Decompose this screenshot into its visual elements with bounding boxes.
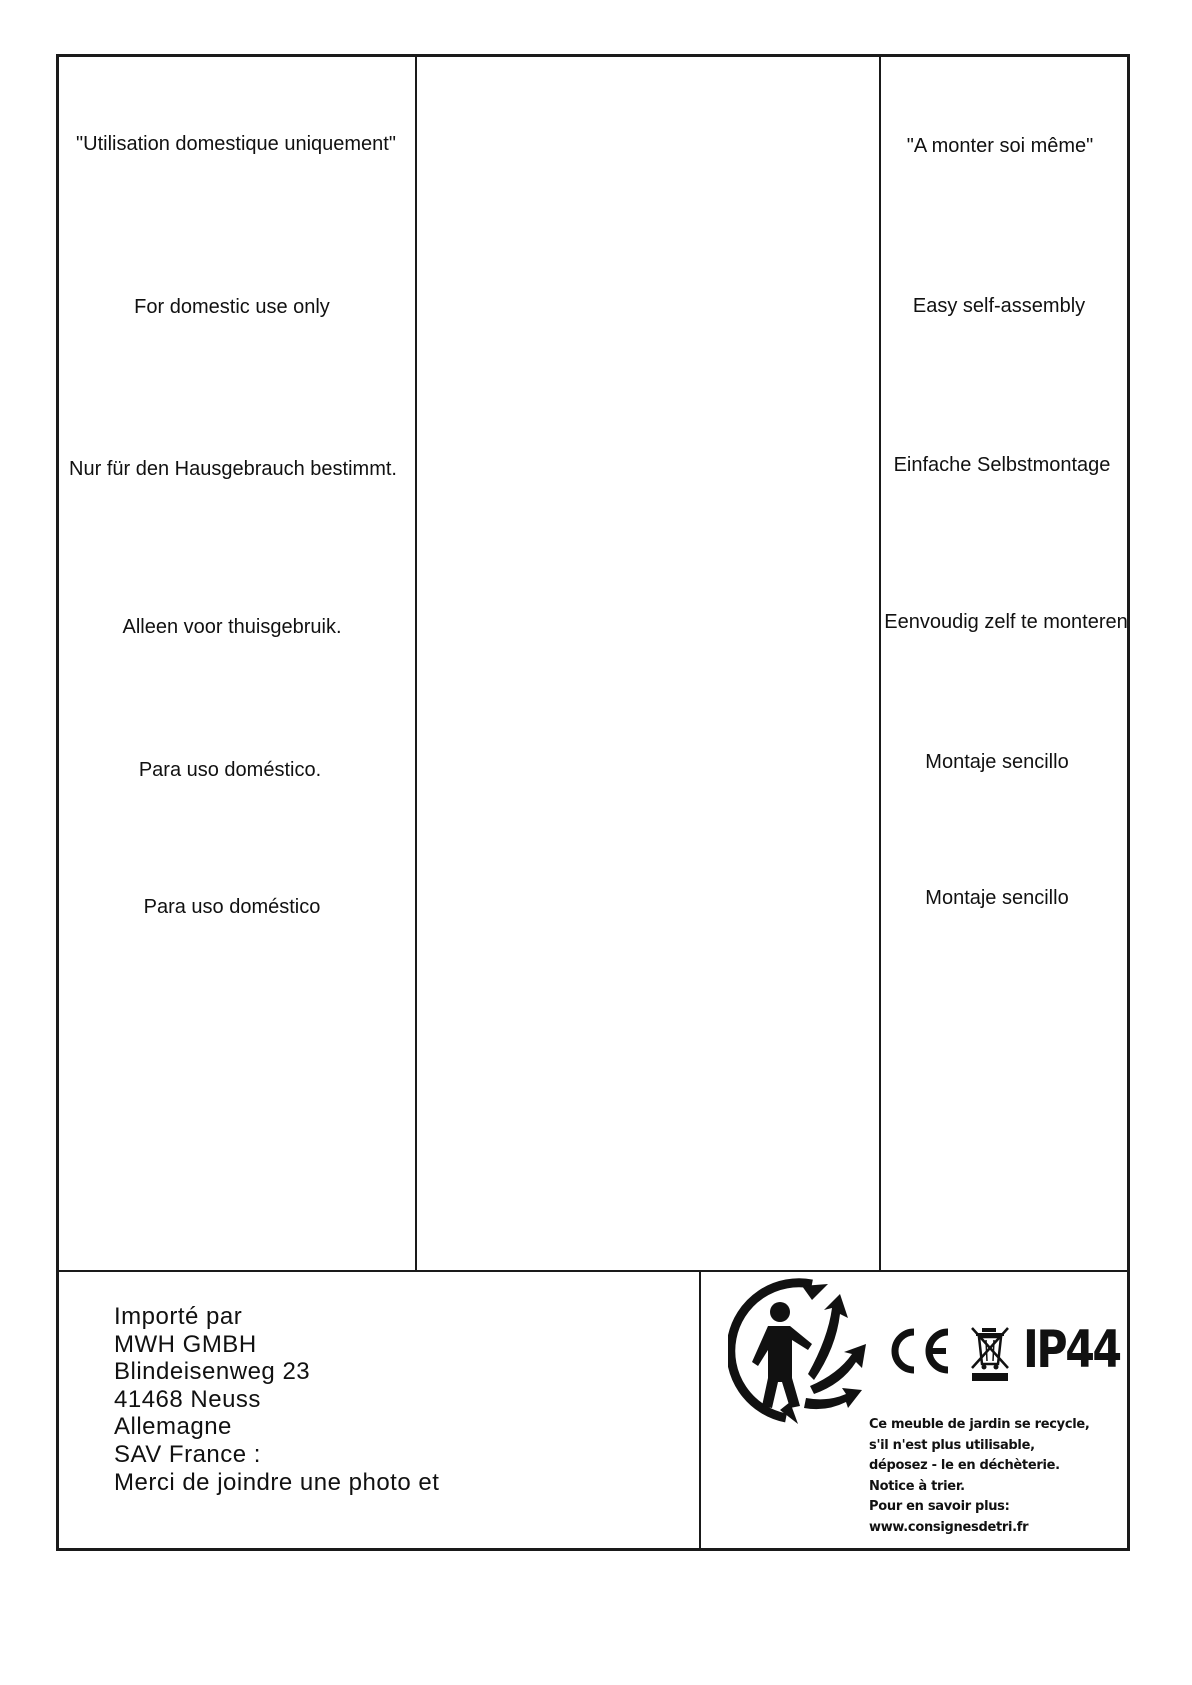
left-column-divider [415, 56, 417, 1272]
importer-line: Allemagne [114, 1413, 232, 1441]
assembly-fr: "A monter soi même" [906, 135, 1094, 157]
weee-bin-icon [968, 1324, 1012, 1382]
domestic-use-pt: Para uso doméstico [143, 896, 321, 918]
importer-line: SAV France : [114, 1440, 261, 1468]
triman-recycle-icon [728, 1278, 874, 1426]
assembly-en: Easy self-assembly [912, 295, 1086, 317]
footer-column-divider [699, 1271, 701, 1549]
footer-divider [58, 1270, 1128, 1272]
recycling-notice [869, 1415, 1090, 1538]
recycling-line: Pour en savoir plus: [869, 1499, 1010, 1514]
domestic-use-de: Nur für den Hausgebrauch bestimmt. [69, 458, 397, 480]
recycling-line: déposez - le en déchèterie. [869, 1458, 1060, 1473]
ce-mark-icon [884, 1328, 952, 1374]
assembly-es-2: Montaje sencillo [925, 887, 1069, 909]
ip-rating: IP44 [1023, 1320, 1120, 1380]
importer-line: MWH GMBH [114, 1330, 257, 1358]
domestic-use-fr: "Utilisation domestique uniquement" [76, 133, 396, 155]
importer-line: Blindeisenweg 23 [114, 1358, 311, 1386]
recycling-line: Ce meuble de jardin se recycle, [869, 1417, 1090, 1432]
importer-line: Merci de joindre une photo et [114, 1468, 440, 1496]
domestic-use-nl: Alleen voor thuisgebruik. [122, 616, 342, 638]
assembly-nl: Eenvoudig zelf te monteren [884, 611, 1128, 633]
assembly-es-1: Montaje sencillo [925, 751, 1069, 773]
importer-line: Importé par [114, 1303, 243, 1330]
recycling-line: s'il n'est plus utilisable, [869, 1437, 1035, 1453]
assembly-de: Einfache Selbstmontage [893, 454, 1111, 476]
importer-address [114, 1303, 439, 1496]
recycling-line: Notice à trier. [869, 1478, 965, 1494]
domestic-use-es: Para uso doméstico. [138, 759, 322, 781]
domestic-use-en: For domestic use only [134, 296, 330, 318]
recycling-link: www.consignesdetri.fr [869, 1519, 1029, 1535]
importer-line: 41468 Neuss [114, 1385, 261, 1413]
right-column-divider [879, 56, 881, 1272]
